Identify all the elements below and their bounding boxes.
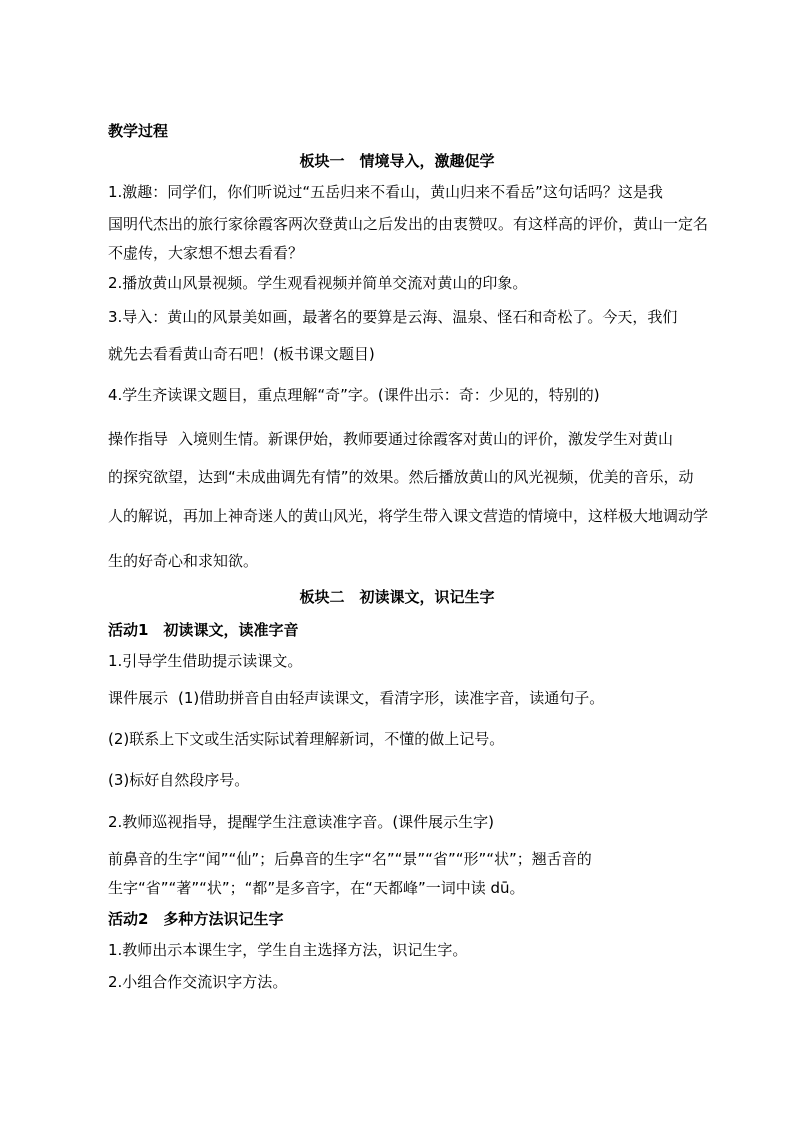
courseware-item-1: (1)借助拼音自由轻声读课文，看清字形，读准字音，读通句子。 [178, 689, 605, 707]
paragraph-3-line-2: 就先去看看黄山奇石吧！(板书课文题目) [108, 345, 375, 363]
pronunciation-line-1: 前鼻音的生字“闻”“仙”；后鼻音的生字“名”“景”“省”“形”“状”；翘舌音的 [108, 850, 592, 868]
pronunciation-line-2: 生字“省”“著”“状”；“都”是多音字，在“天都峰”一词中读 dū。 [108, 879, 525, 897]
paragraph-1-line-3: 不虚传，大家想不想去看看？ [108, 244, 304, 262]
paragraph-1-line-2: 国明代杰出的旅行家徐霞客两次登黄山之后发出的由衷赞叹。有这样高的评价，黄山一定名 [108, 215, 709, 233]
guide-label: 操作指导 [108, 430, 169, 448]
activity-1-step-1: 1.引导学生借助提示读课文。 [108, 652, 303, 670]
section1-title: 板块一 情境导入，激趣促学 [299, 152, 495, 170]
activity-2-title: 活动2 多种方法识记生字 [108, 910, 284, 928]
guide-line-4: 生的好奇心和求知欲。 [108, 552, 259, 570]
paragraph-2: 2.播放黄山风景视频。学生观看视频并简单交流对黄山的印象。 [108, 274, 528, 292]
activity-2-step-1: 1.教师出示本课生字，学生自主选择方法，识记生字。 [108, 941, 468, 959]
activity-1-title: 活动1 初读课文，读准字音 [108, 621, 299, 639]
paragraph-3-line-1: 3.导入：黄山的风景美如画，最著名的要算是云海、温泉、怪石和奇松了。今天，我们 [108, 308, 678, 326]
section2-title: 板块二 初读课文，识记生字 [299, 588, 495, 606]
guide-line-2: 的探究欲望，达到“未成曲调先有情”的效果。然后播放黄山的风光视频，优美的音乐，动 [108, 468, 694, 486]
paragraph-1-line-1: 1.激趣：同学们，你们听说过“五岳归来不看山，黄山归来不看岳”这句话吗？这是我 [108, 183, 663, 201]
paragraph-4: 4.学生齐读课文题目，重点理解“奇”字。(课件出示：奇：少见的，特别的) [108, 386, 600, 404]
activity-1-step-2: 2.教师巡视指导，提醒学生注意读准字音。(课件展示生字) [108, 813, 495, 831]
section-heading: 教学过程 [108, 122, 169, 140]
courseware-label: 课件展示 [108, 689, 169, 707]
courseware-item-3: (3)标好自然段序号。 [108, 771, 250, 789]
guide-line-1 [108, 428, 718, 450]
guide-line-3: 人的解说，再加上神奇迷人的黄山风光，将学生带入课文营造的情境中，这样极大地调动学 [108, 507, 709, 525]
activity-2-step-2: 2.小组合作交流识字方法。 [108, 973, 288, 991]
courseware-line-1 [108, 687, 718, 709]
courseware-item-2: (2)联系上下文或生活实际试着理解新词，不懂的做上记号。 [108, 730, 505, 748]
guide-text: 入境则生情。新课伊始，教师要通过徐霞客对黄山的评价，激发学生对黄山 [178, 430, 674, 448]
